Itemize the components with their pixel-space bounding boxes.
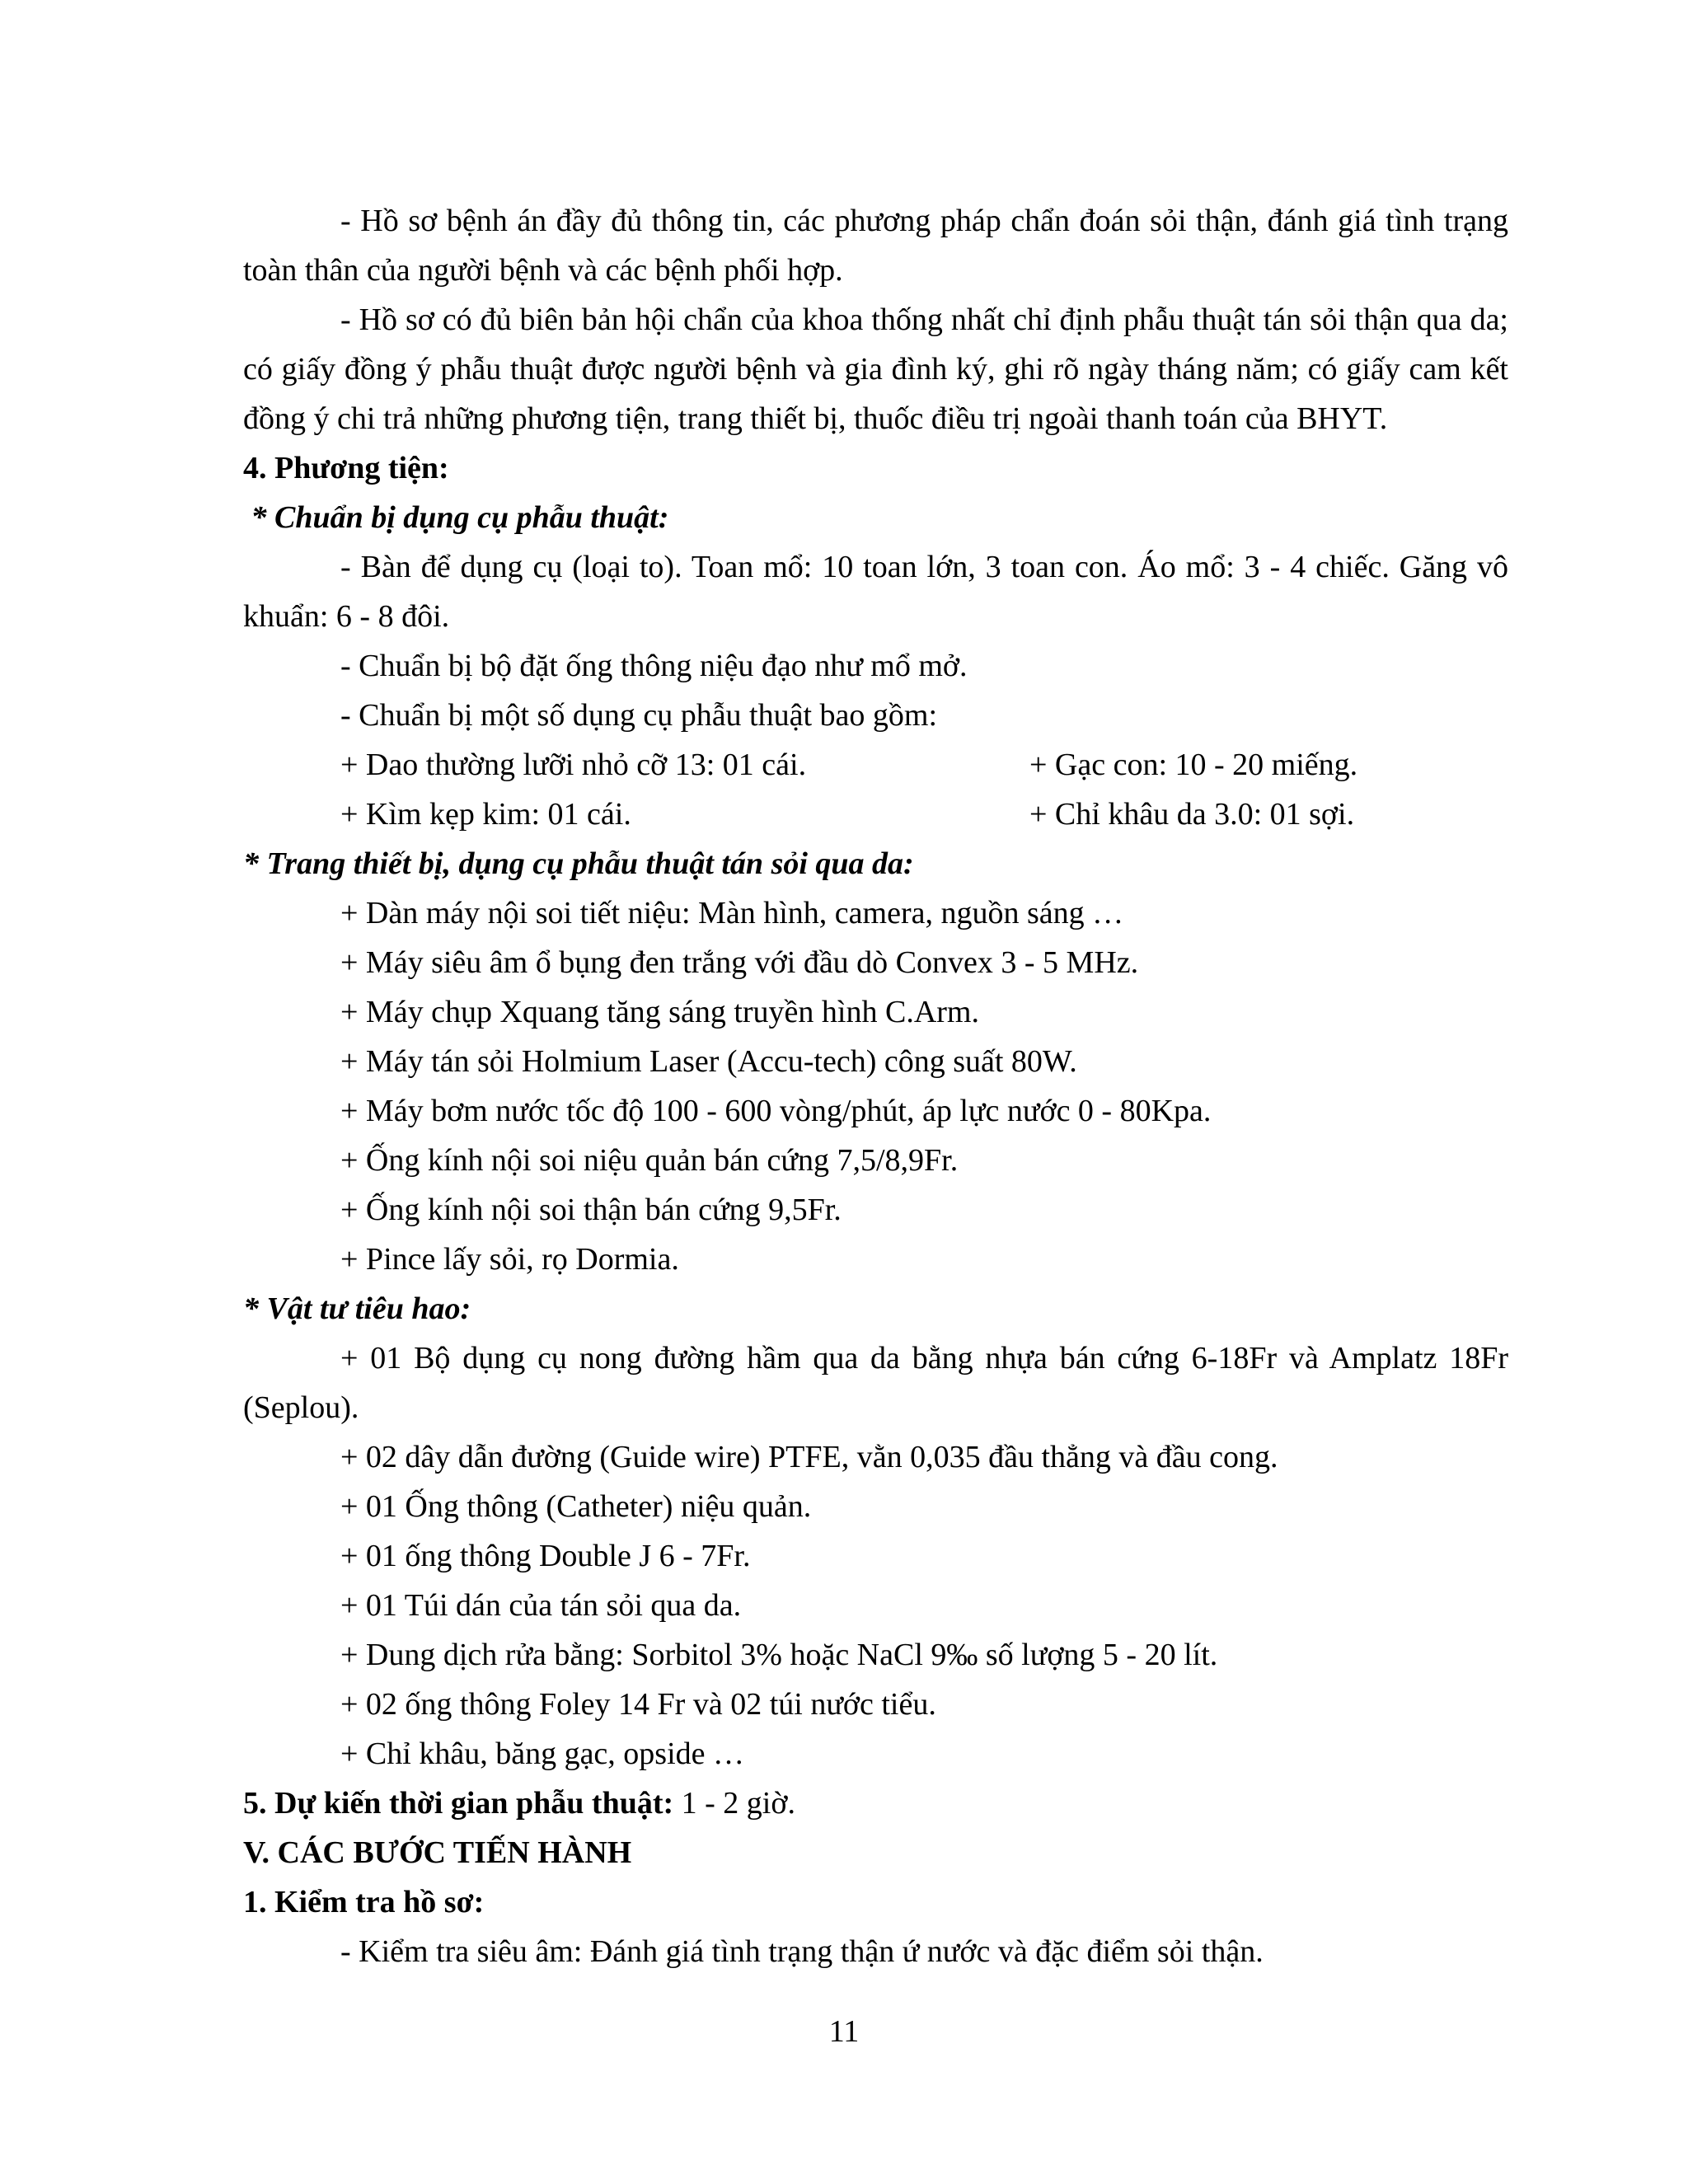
instrument-row-2 [243,790,1508,839]
equipment-item: + Dàn máy nội soi tiết niệu: Màn hình, camera, nguồn sáng … [340,896,1124,930]
subheading-surgical-instruments: * Chuẩn bị dụng cụ phẫu thuật: [243,500,669,535]
equipment-item: + Máy chụp Xquang tăng sáng truyền hình C.Arm. [340,995,979,1029]
section-v-heading: V. CÁC BƯỚC TIẾN HÀNH [243,1835,632,1870]
subheading-equipment: * Trang thiết bị, dụng cụ phẫu thuật tán sỏi qua da: [243,846,914,881]
page-number: 11 [828,2014,860,2049]
equipment-item: + Ống kính nội soi niệu quản bán cứng 7,5/8,9Fr. [340,1143,959,1178]
gauze-item: + Gạc con: 10 - 20 miếng. [1029,748,1358,782]
subheading-consumables: * Vật tư tiêu hao: [243,1291,471,1326]
consumable-item: + 02 ống thông Foley 14 Fr và 02 túi nước tiểu. [340,1687,936,1722]
consumable-item: + 01 Ống thông (Catheter) niệu quản. [340,1489,812,1524]
suture-item: + Chỉ khâu da 3.0: 01 sợi. [1029,797,1355,832]
equipment-item: + Máy bơm nước tốc độ 100 - 600 vòng/phút, áp lực nước 0 - 80Kpa. [340,1094,1212,1128]
subsection-check-records: 1. Kiểm tra hồ sơ: [243,1885,485,1919]
instrument-row-1 [243,740,1508,790]
section-5-value: 1 - 2 giờ. [673,1786,795,1821]
consumable-item: + 01 Túi dán của tán sỏi qua da. [340,1588,742,1623]
equipment-item: + Ống kính nội soi thận bán cứng 9,5Fr. [340,1193,842,1227]
equipment-item: + Pince lấy sỏi, rọ Dormia. [340,1242,679,1277]
section-5-label: 5. Dự kiến thời gian phẫu thuật: [243,1786,674,1821]
equipment-item: + Máy siêu âm ổ bụng đen trắng với đầu dò Convex 3 - 5 MHz. [340,945,1139,980]
consumable-item: + 01 ống thông Double J 6 - 7Fr. [340,1539,751,1573]
equipment-item: + Máy tán sỏi Holmium Laser (Accu-tech) công suất 80W. [340,1044,1077,1079]
section-5-line [243,1779,1508,1828]
paragraph-consent: - Hồ sơ có đủ biên bản hội chẩn của khoa thống nhất chỉ định phẫu thuật tán sỏi thận qua da; có giấy đồng ý phẫu thuật được người bệnh và gia đình ký, ghi rõ ngày tháng năm; có giấy cam kết đồng ý chi trả những phương tiện, trang thiết bị, thuốc điều trị ngoài thanh toán của BHYT. [243,302,1508,436]
instrument-set-item: - Chuẩn bị một số dụng cụ phẫu thuật bao gồm: [340,698,938,733]
urethral-catheter-item: - Chuẩn bị bộ đặt ống thông niệu đạo như mổ mở. [340,649,968,683]
scalpel-item: + Dao thường lưỡi nhỏ cỡ 13: 01 cái. [340,748,807,782]
needle-holder-item: + Kìm kẹp kim: 01 cái. [340,797,631,832]
document-page [243,196,1508,1976]
consumable-item: + 01 Bộ dụng cụ nong đường hầm qua da bằng nhựa bán cứng 6-18Fr và Amplatz 18Fr (Seplou). [243,1341,1508,1425]
consumable-item: + Dung dịch rửa bằng: Sorbitol 3% hoặc NaCl 9‰ số lượng 5 - 20 lít. [340,1638,1218,1672]
instrument-table-item: - Bàn để dụng cụ (loại to). Toan mổ: 10 toan lớn, 3 toan con. Áo mổ: 3 - 4 chiếc. Găng vô khuẩn: 6 - 8 đôi. [243,550,1508,634]
section-4-heading: 4. Phương tiện: [243,451,449,485]
consumable-item: + Chỉ khâu, băng gạc, opside … [340,1736,745,1771]
ultrasound-check-item: - Kiểm tra siêu âm: Đánh giá tình trạng thận ứ nước và đặc điểm sỏi thận. [340,1934,1264,1969]
paragraph-medical-record: - Hồ sơ bệnh án đầy đủ thông tin, các phương pháp chẩn đoán sỏi thận, đánh giá tình trạng toàn thân của người bệnh và các bệnh phối hợp. [243,204,1508,288]
consumable-item: + 02 dây dẫn đường (Guide wire) PTFE, vằn 0,035 đầu thẳng và đầu cong. [340,1440,1278,1474]
